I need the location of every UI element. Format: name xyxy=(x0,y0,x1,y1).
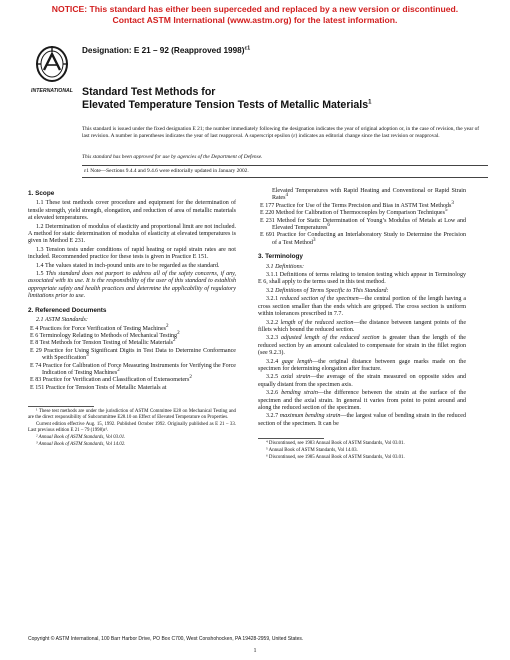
reference-item: E 6 Terminology Relating to Methods of Mechanical Testing$^2$ xyxy=(30,330,180,339)
logo-wordmark: INTERNATIONAL xyxy=(31,88,73,94)
title-line-1: Standard Test Methods for xyxy=(82,86,216,98)
para-1-2: 1.2 Determination of modulus of elasticity and proportional limit are not included. A method for static determination of modulus of elasticity at elevated temperatures is given in Method E 231. xyxy=(28,223,236,245)
document-title xyxy=(82,86,371,112)
reference-item: E 29 Practice for Using Significant Digits in Test Data to Determine Conformance with Specification$^3$ xyxy=(30,347,236,362)
notice-line-2: Contact ASTM International (www.astm.org) for the latest information. xyxy=(112,15,398,25)
reference-item: E 691 Practice for Conducting an Interlaboratory Study to Determine the Precision of a Test Method$^3$ xyxy=(260,232,466,246)
term-definition: 3.2.5 axial strain—the average of the strain measured on opposite sides and equally distant from the specimen axis. xyxy=(258,374,467,388)
para-1-5-number: 1.5 xyxy=(36,271,46,278)
notice-line-1: NOTICE: This standard has either been superceded and replaced by a new version or discontinued. xyxy=(51,4,459,14)
footnote-edition: Current edition effective Aug. 15, 1992. Published October 1992. Originally published as E 21 – 33. Last previous edition E 21 – 79 (1998)ε¹. xyxy=(28,422,236,434)
right-column xyxy=(258,188,466,462)
section-scope-heading: 1. Scope xyxy=(28,190,55,197)
footnote-3: ³ Annual Book of ASTM Standards, Vol 14.02. xyxy=(36,442,126,448)
footnote-rule-right xyxy=(258,438,324,439)
footnote-rule xyxy=(28,406,94,407)
section-refs-heading: 2. Referenced Documents xyxy=(28,306,107,314)
term-definition: 3.2.4 gage length—the original distance between gage marks made on the specimen for determining elongation after fracture. xyxy=(258,358,467,372)
astm-logo xyxy=(30,42,74,98)
reference-item: E 83 Practice for Verification and Classification of Extensometers$^2$ xyxy=(30,375,192,384)
para-1-3: 1.3 Tension tests under conditions of rapid heating or rapid strain rates are not included. Recommended practice for these tests is given in Practice E 151. xyxy=(28,246,236,261)
notice-banner xyxy=(0,4,510,26)
designation-superscript: ε1 xyxy=(244,45,251,52)
left-column xyxy=(28,186,236,449)
footnote-5: ⁵ Annual Book of ASTM Standards, Vol 14.03. xyxy=(266,448,358,454)
para-3-1-1: 3.1.1 Definitions of terms relating to tension testing which appear in Terminology E 6, shall apply to the terms used in this test method. xyxy=(258,272,466,286)
term-definition: 3.2.7 maximum bending strain—the largest value of bending strain in the reduced section of the specimen. It can be xyxy=(258,413,466,427)
editorial-note: ε1 Note—Sections 9.4.4 and 9.4.6 were editorially updated in January 2002. xyxy=(84,168,249,174)
term-definition: 3.2.2 length of the reduced section—the distance between tangent points of the fillets which bound the reduced section. xyxy=(258,319,466,333)
dod-approval-note: This standard has been approved for use by agencies of the Department of Defense. xyxy=(82,154,263,160)
term-definition: 3.2.1 reduced section of the specimen—the central portion of the length having a cross section smaller than the ends which are gripped. The cross section is uniform within tolerances prescribed in 7.7. xyxy=(258,296,467,318)
para-3-2: 3.2 Definitions of Terms Specific to This Standard: xyxy=(266,287,389,294)
footnote-2: ² Annual Book of ASTM Standards, Vol 03.01. xyxy=(36,435,126,441)
page-number: 1 xyxy=(253,648,257,654)
reference-item: E 177 Practice for Use of the Terms Precision and Bias in ASTM Test Methods$^3$ xyxy=(260,200,454,209)
reference-item: E 231 Method for Static Determination of Young’s Modulus of Metals at Low and Elevated Temperatures$^6$ xyxy=(260,217,466,232)
reference-item: E 8 Test Methods for Tension Testing of Metallic Materials$^2$ xyxy=(30,338,176,347)
designation-text: Designation: E 21 – 92 (Reapproved 1998) xyxy=(82,46,245,55)
title-footnote-mark: 1 xyxy=(368,99,372,106)
para-1-1: 1.1 These test methods cover procedure and equipment for the determination of tensile strength, yield strength, elongation, and reduction of area of metallic materials at elevated temperatures. xyxy=(28,200,236,222)
designation xyxy=(82,46,250,55)
divider-top xyxy=(82,165,488,166)
standard-issue-note: This standard is issued under the fixed designation E 21; the number immediately following the designation indicates the year of original adoption or, in the case of revision, the year of last revision. A number in parentheses indicates the year of last reapproval. A superscript epsilon (ε) indicates an editorial change since the last revision or reapproval. xyxy=(82,126,480,140)
para-1-5-text: This standard does not purport to address all of the safety concerns, if any, associated with its use. It is the responsibility of the user of this standard to establish appropriate safety and health practices and determine the applicability of regulatory limitations prior to use. xyxy=(28,271,237,300)
title-line-2: Elevated Temperature Tension Tests of Metallic Materials xyxy=(82,99,369,111)
footnote-4: ⁴ Discontinued, see 1983 Annual Book of ASTM Standards, Vol 03.01. xyxy=(266,441,405,447)
footnote-6: ⁶ Discontinued, see 1985 Annual Book of ASTM Standards, Vol 03.01. xyxy=(266,455,405,461)
divider-bottom xyxy=(82,177,488,178)
section-terminology-heading: 3. Terminology xyxy=(258,253,303,261)
reference-item: E 74 Practice for Calibration of Force Measuring Instruments for Verifying the Force Indication of Testing Machines$^2$ xyxy=(30,362,236,376)
para-1-4: 1.4 The values stated in inch-pound units are to be regarded as the standard. xyxy=(36,262,220,269)
term-definition: 3.2.6 bending strain—the difference between the strain at the surface of the specimen and the axial strain. In general it varies from point to point around and along the reduced section of the specimen. xyxy=(258,390,467,411)
reference-item: E 4 Practices for Force Verification of Testing Machines$^2$ xyxy=(30,323,169,332)
reference-item: E 151 Practice for Tension Tests of Metallic Materials at xyxy=(30,384,167,391)
footnote-1: ¹ These test methods are under the jurisdiction of ASTM Committee E28 on Mechanical Testing and are the direct responsibility of Subcommittee E28.10 on Effect of Elevated Temperature on Properties. xyxy=(28,409,236,421)
copyright-line: Copyright © ASTM International, 100 Barr Harbor Drive, PO Box C700, West Conshohocken, PA 19428-2959, United States. xyxy=(28,636,304,642)
term-definition: 3.2.3 adjusted length of the reduced section is greater than the length of the reduced section by an amount calculated to compensate for strain in the fillet region (see 9.2.3). xyxy=(258,335,466,357)
reference-item: E 220 Method for Calibration of Thermocouples by Comparison Techniques$^5$ xyxy=(260,208,448,217)
astm-standards-label: 2.1 ASTM Standards: xyxy=(36,317,88,324)
reference-item-continued: Elevated Temperatures with Rapid Heating and Conventional or Rapid Strain Rates$^4$ xyxy=(272,188,466,202)
definitions-label: 3.1 Definitions: xyxy=(266,263,304,270)
para-1-5 xyxy=(28,271,236,301)
